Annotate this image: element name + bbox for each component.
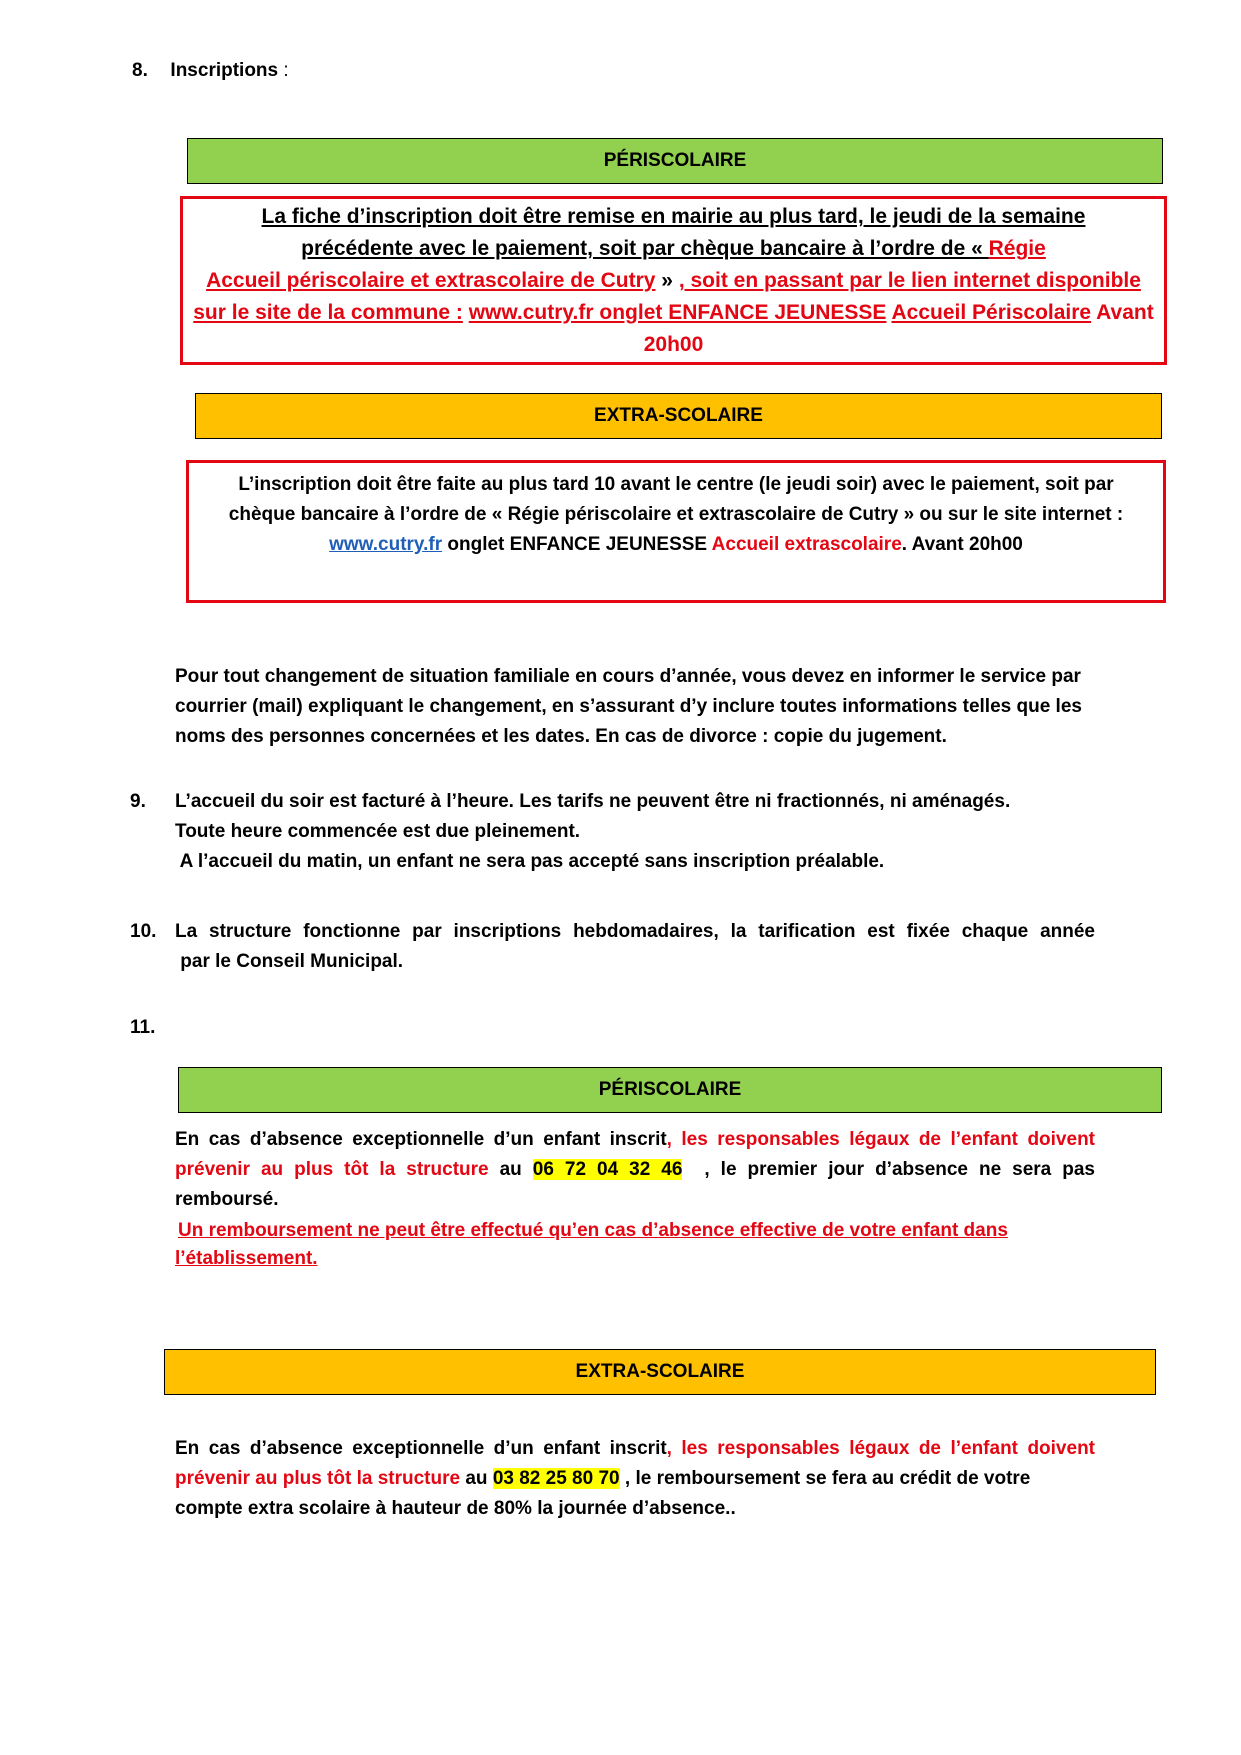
extra-line-2-text: chèque bancaire à l’ordre de « Régie périscolaire et extrascolaire de Cutry » ou sur le site internet : (228, 504, 1124, 525)
extra-line-1 (189, 470, 1163, 500)
section-9-text (175, 787, 1175, 877)
peri-line-4 (183, 297, 1164, 329)
extra-abs-line-2 (175, 1464, 1095, 1494)
peri-line-5-text: 20h00 (643, 333, 704, 356)
periscolaire-banner-label: PÉRISCOLAIRE (603, 150, 747, 171)
peri-line-2-c: Régie (988, 237, 1046, 260)
periscolaire-banner-2-label: PÉRISCOLAIRE (598, 1079, 742, 1100)
section-10-text (175, 917, 1095, 977)
peri-abs-line-3: remboursé. (175, 1189, 279, 1210)
extra-line-3-red: Accueil extrascolaire (711, 534, 902, 555)
extra-abs-line-1 (175, 1434, 1095, 1464)
peri-line-4-c[interactable]: www.cutry.fr onglet ENFANCE JEUNESSE (468, 301, 887, 324)
section-8-heading (132, 60, 289, 82)
peri-line-4-e: Accueil Périscolaire (891, 301, 1092, 324)
extra-line-2 (189, 500, 1163, 530)
periscolaire-info-box (180, 196, 1167, 365)
change-line-3: noms des personnes concernées et les dates. En cas de divorce : copie du jugement. (175, 726, 947, 747)
section-9-line-3: A l’accueil du matin, un enfant ne sera pas accepté sans inscription préalable. (175, 851, 885, 872)
peri-abs-c: prévenir au plus tôt la structure (175, 1159, 489, 1180)
peri-abs-line-4: Un remboursement ne peut être effectué qu’en cas d’absence effective de votre enfant dans (178, 1220, 1008, 1241)
extrascolaire-phone-number[interactable]: 03 82 25 80 70 (492, 1468, 620, 1489)
family-change-paragraph (175, 662, 1175, 752)
section-10-line-1: La structure fonctionne par inscriptions hebdomadaires, la tarification est fixée chaque année (175, 921, 1095, 942)
extra-line-3 (189, 530, 1163, 560)
section-8-number: 8. (132, 60, 148, 81)
extrascolaire-info-box (186, 460, 1166, 603)
peri-line-1-text: La fiche d’inscription doit être remise en mairie au plus tard, le jeudi de la semaine (261, 205, 1086, 228)
peri-line-2-b: avec le paiement, soit par chèque bancaire à l’ordre de « (413, 237, 989, 260)
extra-abs-line-3: compte extra scolaire à hauteur de 80% la journée d’absence.. (175, 1498, 736, 1519)
extra-line-3-a: onglet ENFANCE JEUNESSE (442, 534, 712, 555)
extra-abs-d: au (460, 1468, 493, 1489)
change-line-2: courrier (mail) expliquant le changement, en s’assurant d’y inclure toutes informations telles que les (175, 696, 1082, 717)
extrascolaire-banner (195, 393, 1162, 439)
section-9-line-2: Toute heure commencée est due pleinement. (175, 821, 581, 842)
peri-line-4-a: sur le site de la commune : (193, 301, 463, 324)
section-8-title: Inscriptions (170, 60, 279, 81)
peri-abs-b: , les responsables légaux de l’enfant doivent (666, 1129, 1095, 1150)
section-9-number: 9. (130, 791, 146, 812)
peri-line-4-f: Avant (1091, 301, 1154, 324)
periscolaire-absence-paragraph (175, 1125, 1095, 1273)
extrascolaire-banner-2-label: EXTRA-SCOLAIRE (575, 1361, 745, 1382)
peri-line-2 (183, 233, 1164, 265)
peri-abs-line-5: l’établissement. (175, 1248, 318, 1269)
cutry-website-link[interactable]: www.cutry.fr (329, 534, 443, 555)
extra-abs-e: , le remboursement se fera au crédit de votre (619, 1468, 1031, 1489)
peri-line-3 (183, 265, 1164, 297)
extra-line-1-text: L’inscription doit être faite au plus tard 10 avant le centre (le jeudi soir) avec le paiement, soit par (238, 474, 1114, 495)
section-10-number: 10. (130, 921, 157, 942)
peri-abs-d: au (488, 1159, 533, 1180)
peri-abs-line-2 (175, 1155, 1095, 1185)
section-9-line-1: L’accueil du soir est facturé à l’heure. Les tarifs ne peuvent être ni fractionnés, ni aménagés. (175, 791, 1011, 812)
peri-abs-line-1 (175, 1125, 1095, 1155)
periscolaire-phone-number[interactable]: 06 72 04 32 46 (532, 1159, 683, 1180)
section-8-colon: : (278, 60, 289, 81)
change-line-1: Pour tout changement de situation familiale en cours d’année, vous devez en informer le service par (175, 666, 1081, 687)
section-10-line-2: par le Conseil Municipal. (175, 951, 404, 972)
peri-line-3-b: » (655, 269, 679, 292)
peri-line-1 (183, 201, 1164, 233)
extra-abs-b: , les responsables légaux de l’enfant doivent (666, 1438, 1095, 1459)
extrascolaire-banner-2 (164, 1349, 1156, 1395)
peri-abs-a: En cas d’absence exceptionnelle d’un enfant inscrit (175, 1129, 667, 1150)
peri-line-3-a: Accueil périscolaire et extrascolaire de Cutry (206, 269, 656, 292)
peri-line-3-c: , soit en passant par le lien internet disponible (678, 269, 1141, 292)
periscolaire-banner (187, 138, 1163, 184)
extra-abs-c: prévenir au plus tôt la structure (175, 1468, 461, 1489)
extrascolaire-absence-paragraph (175, 1434, 1095, 1524)
peri-line-2-a: précédente (301, 237, 414, 260)
peri-abs-e: , le premier jour d’absence ne sera pas (682, 1159, 1095, 1180)
extra-line-3-b: . Avant 20h00 (901, 534, 1023, 555)
section-11-number: 11. (130, 1017, 156, 1038)
periscolaire-banner-2 (178, 1067, 1162, 1113)
extra-abs-a: En cas d’absence exceptionnelle d’un enfant inscrit (175, 1438, 667, 1459)
extrascolaire-banner-label: EXTRA-SCOLAIRE (594, 405, 763, 426)
peri-line-5 (183, 329, 1164, 361)
